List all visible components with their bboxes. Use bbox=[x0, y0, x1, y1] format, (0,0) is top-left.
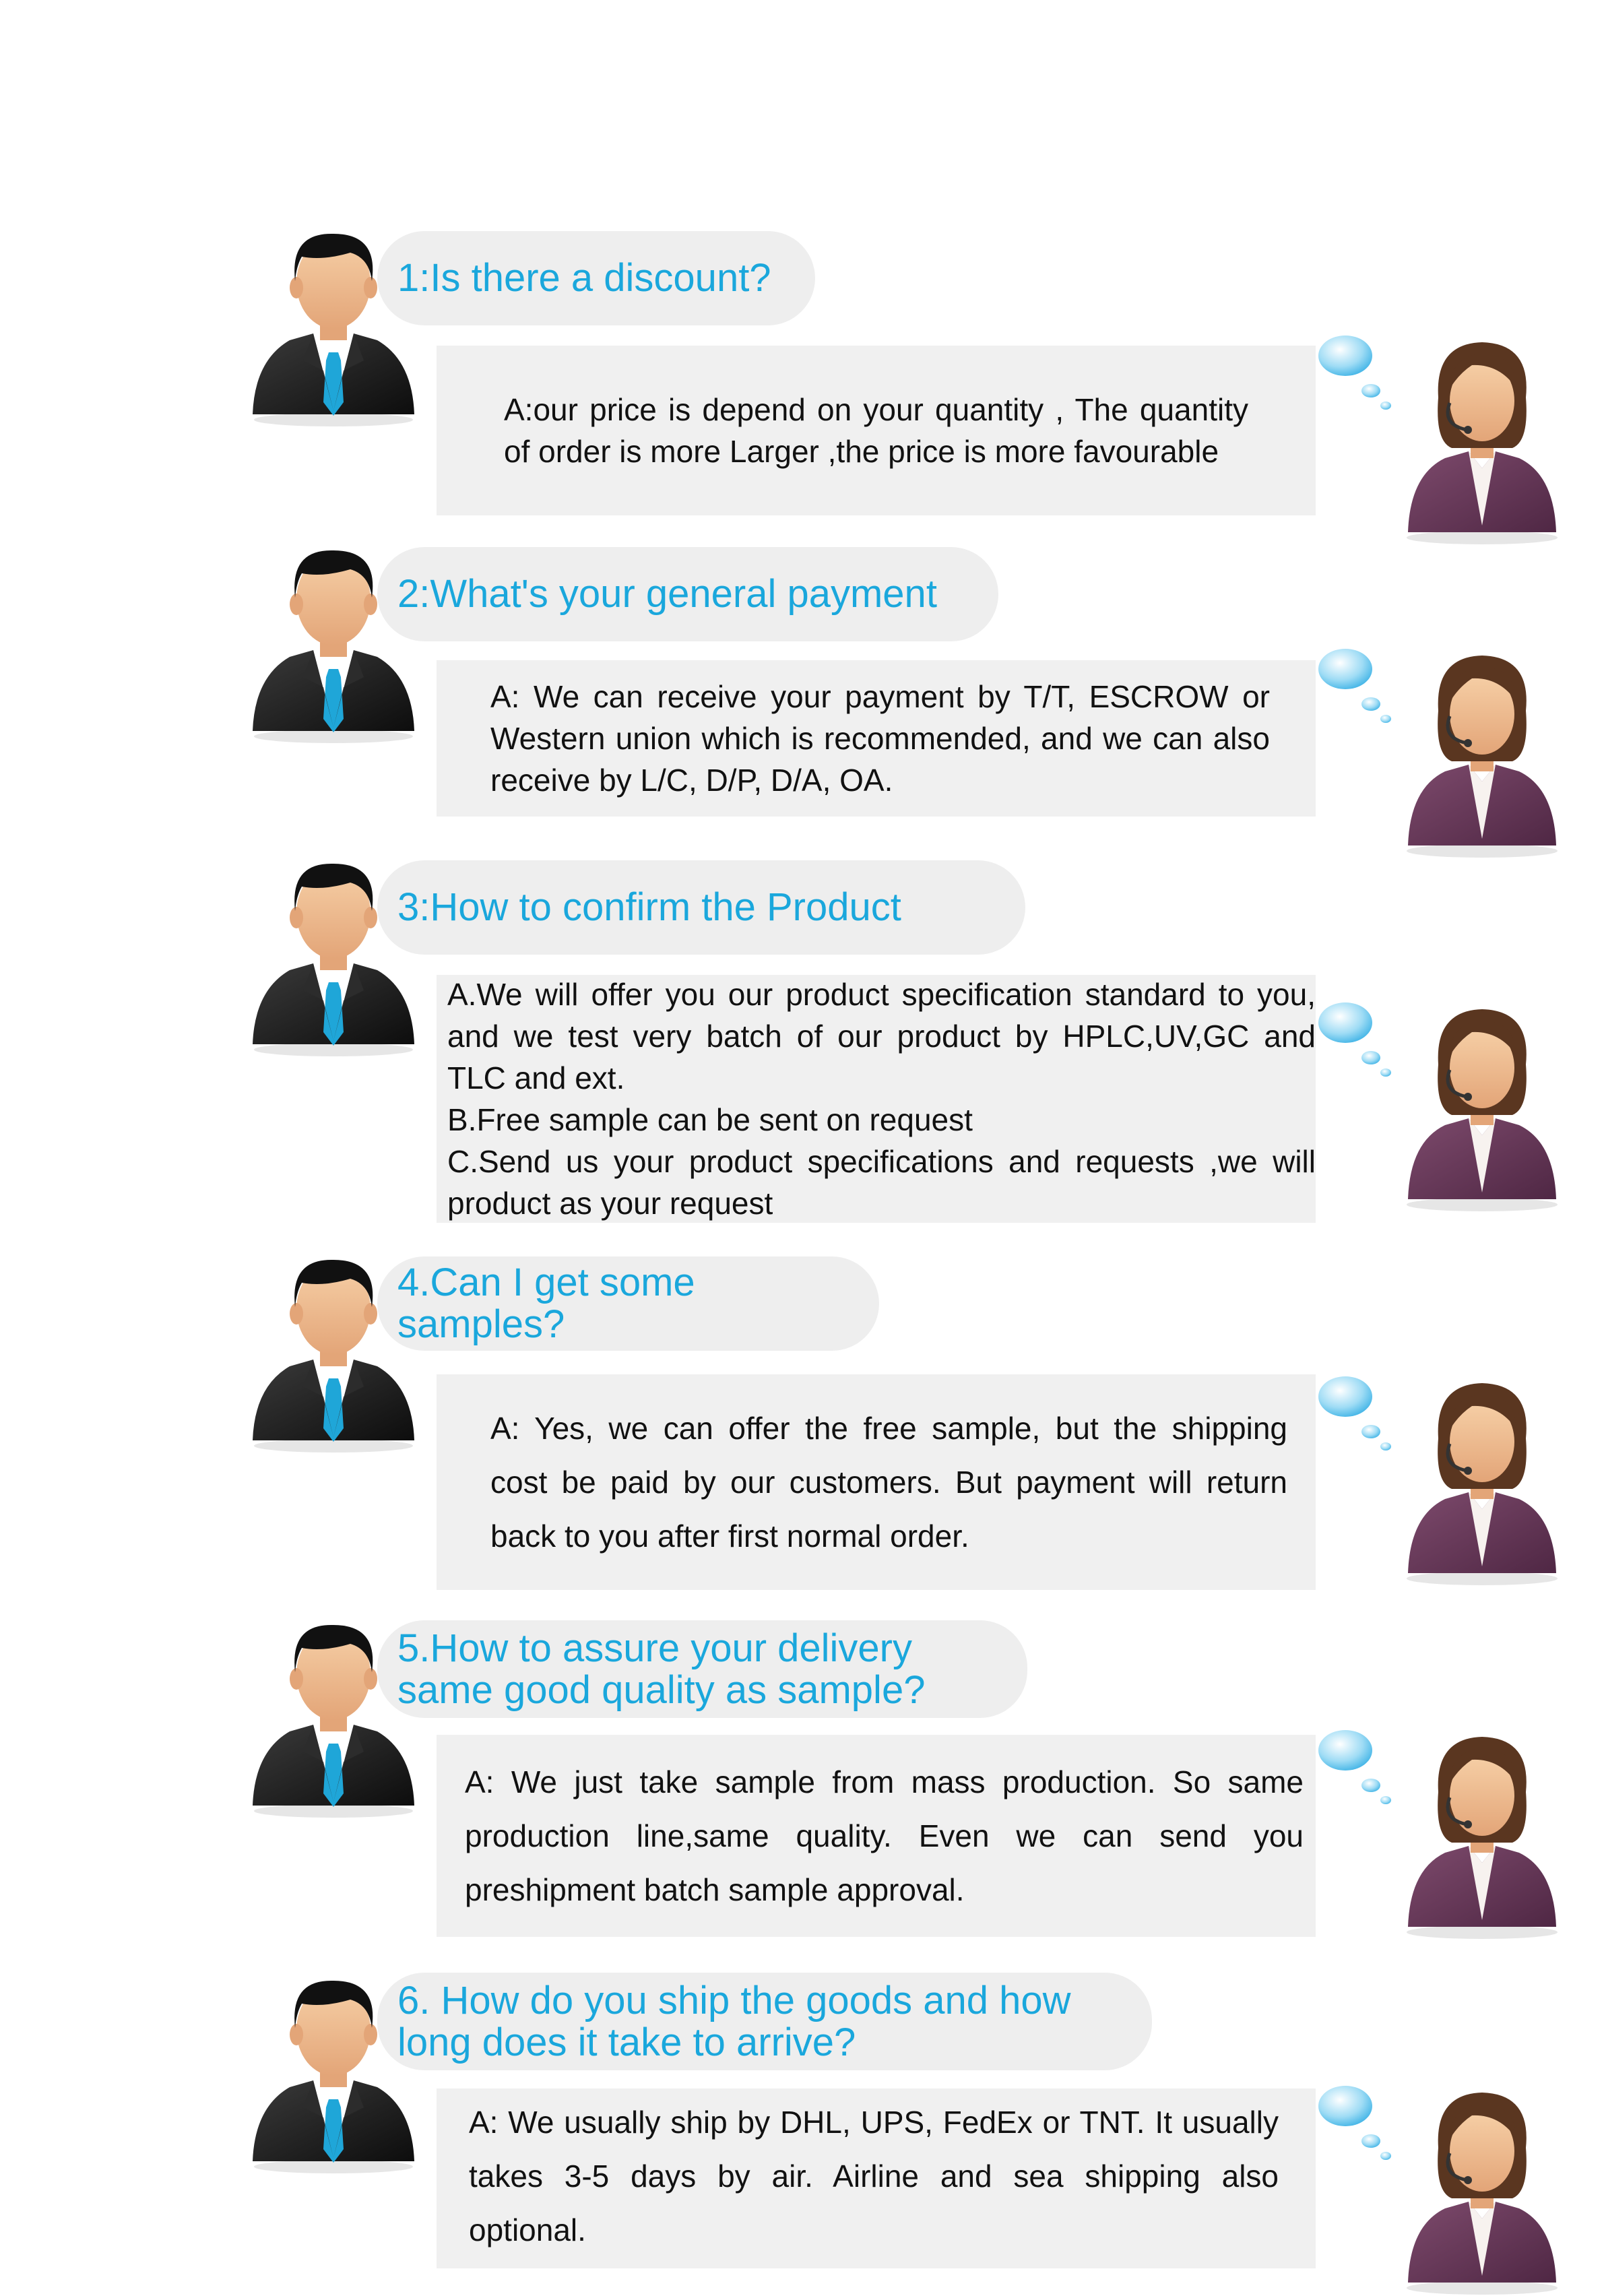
answer-box-5 bbox=[437, 1735, 1316, 1937]
answer-text-1: A:our price is depend on your quantity , The quantity of order is more Larger ,the price is more favourable bbox=[504, 392, 1248, 469]
answer-text-3a: A.We will offer you our product specification standard to you, and we test very batch of our product by HPLC,UV,GC and TLC and ext. bbox=[447, 977, 1316, 1095]
question-bubble-3 bbox=[377, 860, 1025, 955]
support-agent-headset-icon bbox=[1317, 2074, 1560, 2296]
answer-box-2 bbox=[437, 660, 1316, 817]
answer-text-4: A: Yes, we can offer the free sample, but the shipping cost be paid by our customers. But payment will return back to you after first normal order. bbox=[490, 1411, 1287, 1554]
answer-text-3b: B.Free sample can be sent on request bbox=[447, 1102, 973, 1137]
answer-box-4 bbox=[437, 1374, 1316, 1590]
question-bubble-2 bbox=[377, 547, 998, 641]
answer-box-6 bbox=[437, 2088, 1316, 2268]
answer-box-3 bbox=[437, 975, 1316, 1223]
question-text-1: 1:Is there a discount? bbox=[397, 256, 771, 300]
question-bubble-1 bbox=[377, 231, 815, 325]
question-bubble-6 bbox=[377, 1973, 1152, 2070]
support-agent-headset-icon bbox=[1317, 637, 1560, 859]
support-agent-headset-icon bbox=[1317, 1718, 1560, 1940]
support-agent-headset-icon bbox=[1317, 990, 1560, 1213]
question-bubble-5 bbox=[377, 1620, 1027, 1718]
answer-text-2: A: We can receive your payment by T/T, ESCROW or Western union which is recommended, and we can also receive by L/C, D/P, D/A, OA. bbox=[490, 679, 1270, 798]
question-text-4: 4.Can I get some samples? bbox=[397, 1261, 695, 1346]
answer-box-1 bbox=[437, 346, 1316, 515]
support-agent-headset-icon bbox=[1317, 1364, 1560, 1587]
support-agent-headset-icon bbox=[1317, 323, 1560, 546]
answer-text-3c: C.Send us your product specifications and requests ,we will product as your request bbox=[447, 1144, 1316, 1221]
question-text-3: 3:How to confirm the Product bbox=[397, 885, 901, 929]
answer-text-6: A: We usually ship by DHL, UPS, FedEx or TNT. It usually takes 3-5 days by air. Airline and sea shipping also optional. bbox=[469, 2105, 1279, 2247]
question-text-5: 5.How to assure your delivery same good quality as sample? bbox=[397, 1626, 926, 1712]
question-bubble-4 bbox=[377, 1256, 879, 1351]
question-text-2: 2:What's your general payment bbox=[397, 572, 937, 616]
answer-text-5: A: We just take sample from mass production. So same production line,same quality. Even we can send you preshipment batch sample approval. bbox=[465, 1764, 1304, 1907]
question-text-6: 6. How do you ship the goods and how long does it take to arrive? bbox=[397, 1978, 1071, 2064]
